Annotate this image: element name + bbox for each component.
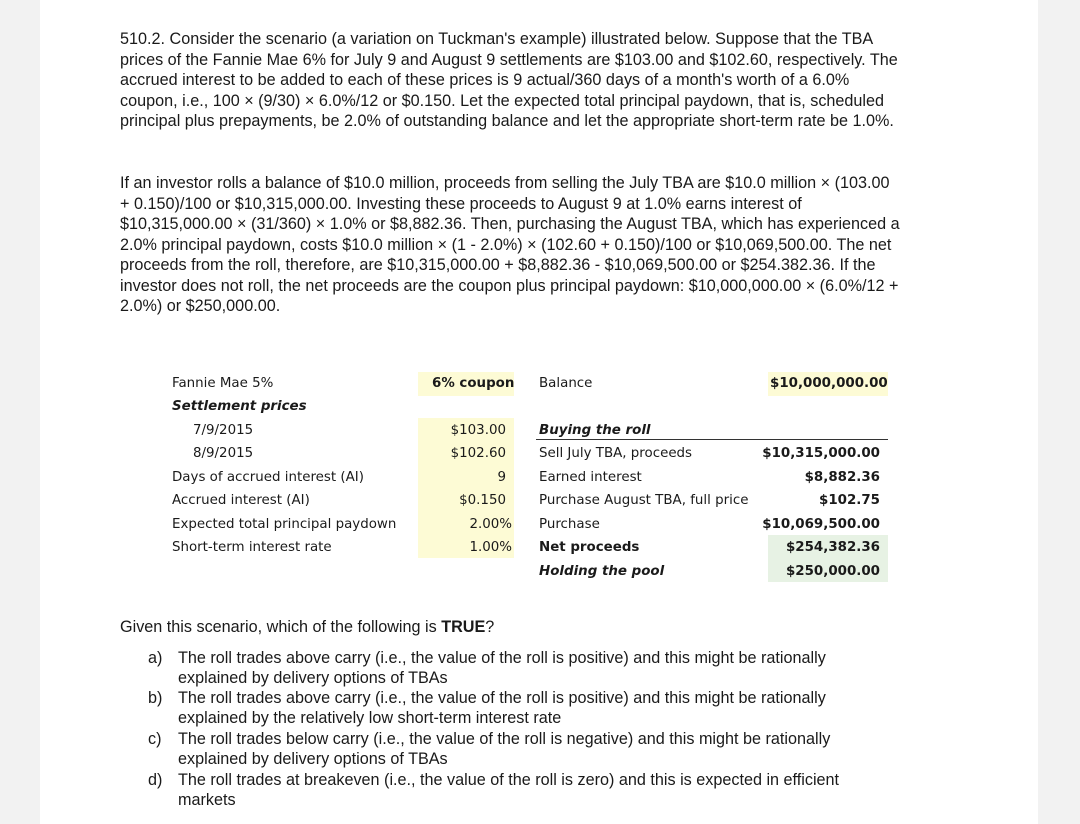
scenario-paragraph-2: If an investor rolls a balance of $10.0 million, proceeds from selling the July TBA are $10.0 million × (103.00 + 0.150)/100 or $10,315,000.00. Investing these proceeds to August 9 at 1.0% earns interest of $10,315,000.00 × (31/360) × 1.0% or $8,882.36. Then, purchasing the August TBA, which has experienced a 2.0% principal paydown, costs $10.0 million × (1 - 2.0%) × (102.60 + 0.150)/100 or $10,069,500.00. The net proceeds from the roll, therefore, are $10,315,000.00 + $8,882.36 - $10,069,500.00 or $254.382.36. If the investor does not roll, the net proceeds are the coupon plus principal paydown: $10,000,000.00 × (6.0%/12 + 2.0%) or $250,000.00. <box>120 174 900 315</box>
roll-row-label: Purchase August TBA, full price <box>539 493 749 508</box>
option-label: a) <box>148 649 163 667</box>
option-text: The roll trades above carry (i.e., the value of the roll is positive) and this might be rationally explained by delivery options of TBAs <box>178 649 826 687</box>
option-label: b) <box>148 689 163 707</box>
row-label: 8/9/2015 <box>193 446 254 461</box>
roll-row-value: $102.75 <box>819 493 880 508</box>
row-value: $103.00 <box>450 423 506 438</box>
roll-row-value: $8,882.36 <box>804 470 880 485</box>
balance-value: $10,000,000.00 <box>770 376 888 391</box>
holding-pool-label: Holding the pool <box>539 564 665 579</box>
row-value: 1.00% <box>469 540 512 555</box>
question-emphasis: TRUE <box>441 618 486 636</box>
row-label: Expected total principal paydown <box>172 517 397 532</box>
coupon-header: 6% coupon <box>432 376 515 391</box>
answer-option-b[interactable] <box>148 688 888 728</box>
row-label: Short-term interest rate <box>172 540 332 555</box>
roll-row-value: $10,069,500.00 <box>762 517 880 532</box>
header-divider <box>536 439 888 440</box>
row-value: 9 <box>497 470 506 485</box>
net-proceeds-label: Net proceeds <box>539 540 640 555</box>
row-label: Accrued interest (AI) <box>172 493 310 508</box>
balance-label: Balance <box>539 376 593 391</box>
option-text: The roll trades below carry (i.e., the value of the roll is negative) and this might be rationally explained by delivery options of TBAs <box>178 730 831 768</box>
roll-row-label: Purchase <box>539 517 600 532</box>
settlement-prices-label: Settlement prices <box>172 399 307 414</box>
roll-row-value: $10,315,000.00 <box>762 446 880 461</box>
option-text: The roll trades at breakeven (i.e., the value of the roll is zero) and this is expected in efficient markets <box>178 771 840 809</box>
holding-pool-value: $250,000.00 <box>785 564 880 579</box>
option-text: The roll trades above carry (i.e., the value of the roll is positive) and this might be rationally explained by the relatively low short-term interest rate <box>178 689 826 727</box>
question-prefix: Given this scenario, which of the following is <box>120 618 442 636</box>
row-label: 7/9/2015 <box>193 423 254 438</box>
net-proceeds-value: $254,382.36 <box>785 540 880 555</box>
question-suffix: ? <box>485 618 495 636</box>
option-label: d) <box>148 771 163 789</box>
answer-option-a[interactable] <box>148 648 888 688</box>
row-label: Days of accrued interest (AI) <box>172 470 364 485</box>
row-value: 2.00% <box>469 517 512 532</box>
question-prompt <box>120 617 494 637</box>
roll-row-label: Earned interest <box>539 470 642 485</box>
answer-option-c[interactable] <box>148 729 888 769</box>
buying-roll-label: Buying the roll <box>539 423 651 438</box>
roll-row-label: Sell July TBA, proceeds <box>539 446 693 461</box>
option-label: c) <box>148 730 162 748</box>
scenario-paragraph-1: 510.2. Consider the scenario (a variation on Tuckman's example) illustrated below. Suppose that the TBA prices of the Fannie Mae 6% for July 9 and August 9 settlements are $103.00 and $102.60, respectively. The accrued interest to be added to each of these prices is 9 actual/360 days of a month's worth of a 6.0% coupon, i.e., 100 × (9/30) × 6.0%/12 or $0.150. Let the expected total principal paydown, that is, scheduled principal plus prepayments, be 2.0% of outstanding balance and let the appropriate short-term rate be 1.0%. <box>120 30 898 130</box>
table-title: Fannie Mae 5% <box>172 376 274 391</box>
row-value: $102.60 <box>450 446 506 461</box>
answer-option-d[interactable] <box>148 770 888 810</box>
row-value: $0.150 <box>459 493 506 508</box>
